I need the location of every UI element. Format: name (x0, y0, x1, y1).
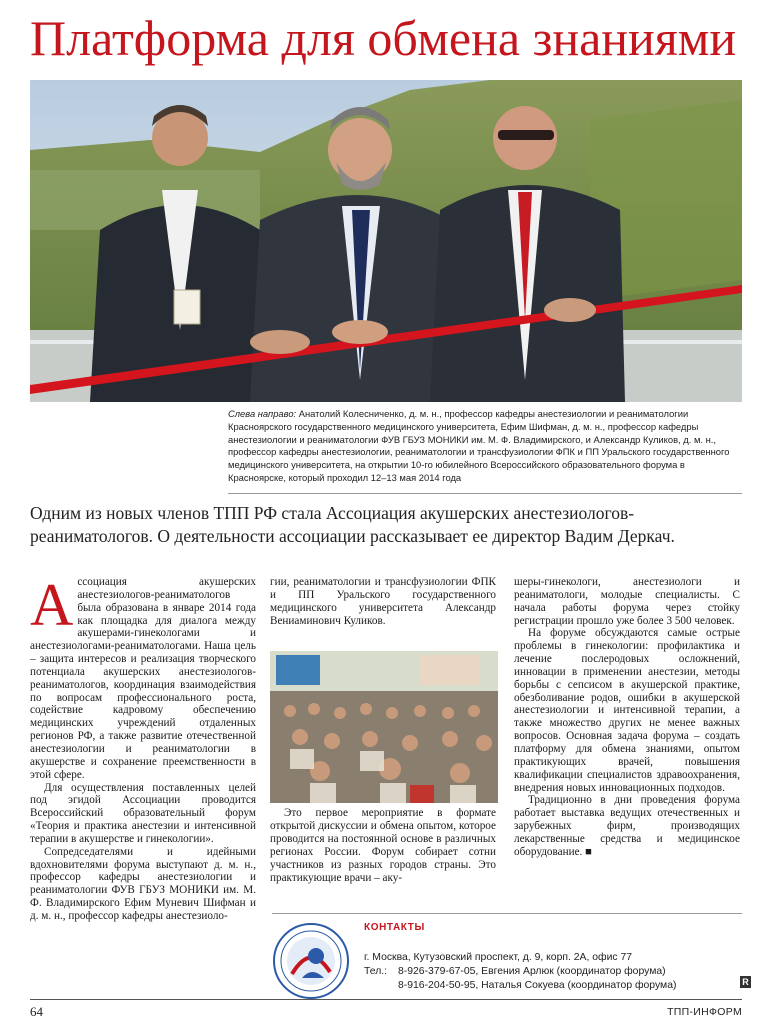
contacts-block (364, 921, 744, 993)
contacts-phone-row-2 (364, 979, 744, 993)
drop-cap: А (30, 572, 74, 638)
contacts-header: КОНТАКТЫ (364, 922, 425, 933)
col2-paragraph-2: Это первое мероприятие в формате открытой дискуссии и обмена опытом, которое проводится на постоянной основе в различных регионах России. Форум собирает сотни участников из разных городов страны. Это практикующие врачи – аку- (270, 807, 496, 884)
contacts-phone-row-1 (364, 965, 744, 979)
column-1 (30, 572, 256, 923)
article-title: Платформа для обмена знаниями (30, 10, 737, 66)
photo-caption (228, 408, 742, 485)
ribbon-cutting-photo (30, 80, 742, 402)
caption-text: Анатолий Колесниченко, д. м. н., профессор кафедры анестезиологии и реаниматологии Красноярского государственного медицинского университета, Ефим Шифман, д. м. н., профессор кафедры анестезиологии и реаниматологии ФУВ ГБУЗ МОНИКИ им. М. Ф. Владимирского, и Александр Куликов, д. м. н., профессор кафедры анестезиологии, реаниматологии и трансфузиологии ФПК и ПП Уральского государственного медицинского университета, на открытии 10-го юбилейного Всероссийского образовательного форума в Красноярске, который проходил 12–13 мая 2014 года (228, 408, 730, 483)
ad-marker-badge: R (740, 976, 751, 988)
footer-rule (30, 999, 742, 1000)
col3-paragraph-3: Традиционно в дни проведения форума работает выставка ведущих отечественных и зарубежных фирм, производящих лекарственные средства и медицинское оборудование. ■ (514, 794, 740, 858)
col1-paragraph-2: Для осуществления поставленных целей под эгидой Ассоциации проводится Всероссийский образовательный форум «Теория и практика анестезии и интенсивной терапии в акушерстве и гинекологии». (30, 781, 256, 845)
col3-paragraph-2: На форуме обсуждаются самые острые проблемы в гинекологии: профилактика и лечение послеродовых осложнений, инновации в применении анестезии, методы борьбы с сепсисом в акушерской практике, обезболивание родов, ошибки в акушерской анестезиологии и интенсивной терапии, а также множество других не менее важных вопросов. Основная задача форума – создать платформу для обмена знаниями, опытом практикующих врачей, повышения квалификации специалистов здравоохранения, внедрения новых инновационных подходов. (514, 627, 740, 794)
col1-paragraph-1: Ассоциация акушерских анестезиологов-реаниматологов была образована в январе 2014 года как площадка для диалога между акушерами-гинекологами и анестезиологами-реаниматологами. Наша цель – защита интересов и реализация творческого потенциала акушерских анестезиологов-реаниматологов, координация взаимодействия по вопросам профессионального роста, содействие кадровому обеспечению медицинских учреждений отдаленных регионов РФ, а также развитие отечественной анестезиологии и реаниматологии в акушерстве и сохранение преемственности в этой сфере. (30, 572, 256, 781)
association-logo (272, 922, 350, 1000)
col2-paragraph-1: гии, реаниматологии и трансфузиологии ФПК и ПП Уральского государственного медицинского университета Александр Вениаминович Куликов. (270, 576, 496, 627)
col3-paragraph-1: шеры-гинекологи, анестезиологи и реаниматологи, молодые специалисты. С начала работы форума через стойку регистрации прошло уже более 3 500 человек. (514, 576, 740, 627)
caption-divider (228, 493, 742, 494)
forum-audience-photo (270, 651, 498, 803)
contacts-phone-1: 8-926-379-67-05, Евгения Арлюк (координатор форума) (398, 966, 666, 977)
caption-lead: Слева направо: (228, 408, 297, 419)
page-number: 64 (30, 1004, 43, 1019)
magazine-name: ТПП-ИНФОРМ (667, 1006, 742, 1018)
column-3 (514, 576, 740, 859)
col1-paragraph-3: Сопредседателями и идейными вдохновителями форума выступают д. м. н., профессор кафедры анестезиологии и реаниматологии ФУВ ГБУЗ МОНИКИ им. М. Ф. Владимирского Ефим Муневич Шифман и д. м. н., профессор кафедры анестезиоло- (30, 845, 256, 922)
article-lead: Одним из новых членов ТПП РФ стала Ассоциация акушерских анестезиологов-реаниматологов. О деятельности ассоциации рассказывает ее директор Вадим Деркач. (30, 503, 675, 546)
contacts-tel-label: Тел.: (364, 966, 388, 977)
contacts-address: г. Москва, Кутузовский проспект, д. 9, корп. 2А, офис 77 (364, 952, 633, 963)
contacts-divider (272, 913, 742, 914)
contacts-phone-2: 8-916-204-50-95, Наталья Сокуева (координатор форума) (398, 980, 677, 991)
